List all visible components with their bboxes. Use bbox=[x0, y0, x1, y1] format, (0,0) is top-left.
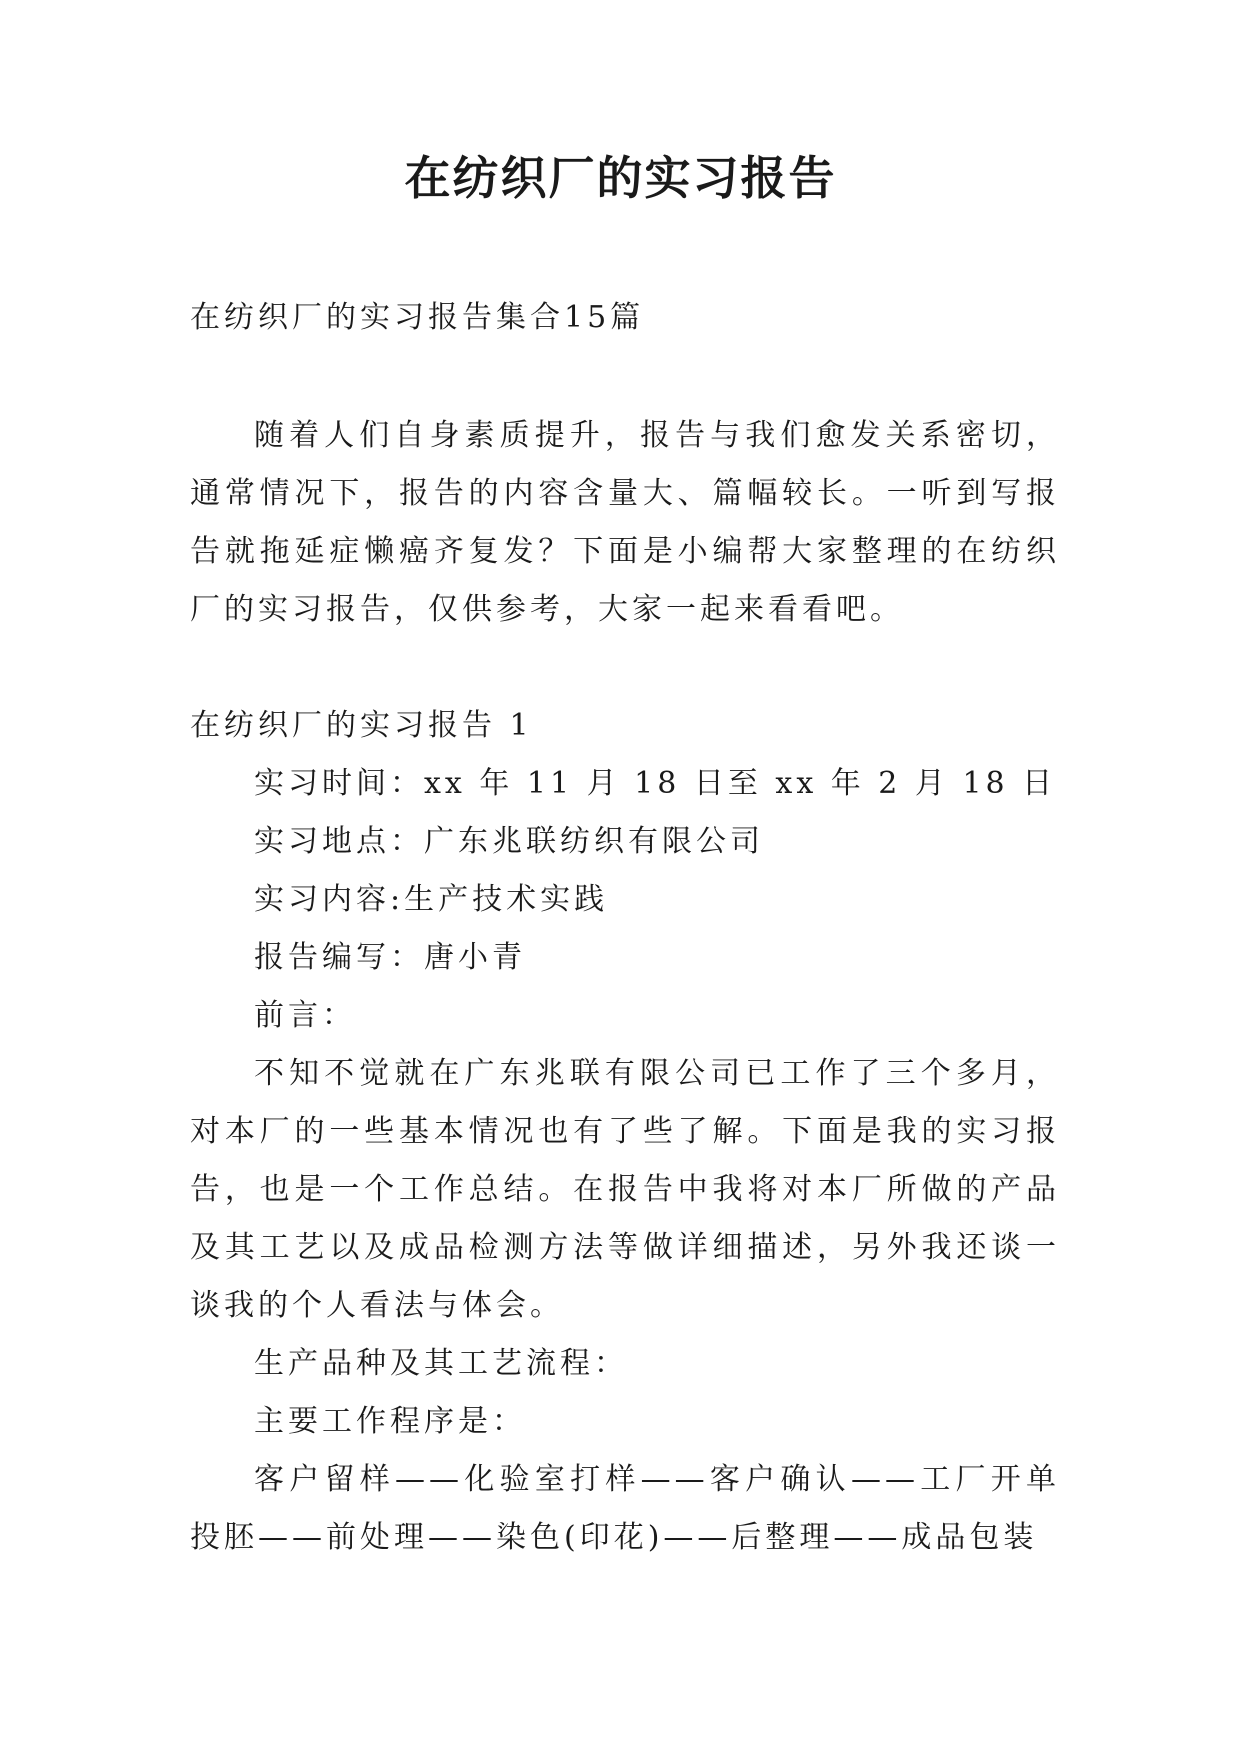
preface-label: 前言： bbox=[254, 998, 356, 1033]
document-body bbox=[190, 289, 1060, 1567]
field-report-author: 报告编写：唐小青 bbox=[254, 940, 526, 975]
preface-paragraph: 不知不觉就在广东兆联有限公司已工作了三个多月，对本厂的一些基本情况也有了些了解。下面是我的实习报告，也是一个工作总结。在报告中我将对本厂所做的产品及其工艺以及成品检测方法等做详细描述，另外我还谈一谈我的个人看法与体会。 bbox=[190, 1056, 1060, 1323]
field-internship-content: 实习内容:生产技术实践 bbox=[254, 882, 609, 917]
document-subtitle: 在纺织厂的实习报告集合15篇 bbox=[190, 300, 645, 335]
procedures-heading: 主要工作程序是： bbox=[254, 1404, 526, 1439]
document-title: 在纺织厂的实习报告 bbox=[404, 151, 837, 205]
procedures-paragraph: 客户留样——化验室打样——客户确认——工厂开单投胚——前处理——染色(印花)——后整理——成品包装 bbox=[190, 1462, 1060, 1555]
section-heading: 在纺织厂的实习报告 1 bbox=[190, 708, 533, 743]
field-internship-time: 实习时间：xx 年 11 月 18 日至 xx 年 2 月 18 日 bbox=[254, 766, 1057, 801]
intro-paragraph: 随着人们自身素质提升，报告与我们愈发关系密切，通常情况下，报告的内容含量大、篇幅较长。一听到写报告就拖延症懒癌齐复发？下面是小编帮大家整理的在纺织厂的实习报告，仅供参考，大家一起来看看吧。 bbox=[190, 418, 1060, 627]
products-heading: 生产品种及其工艺流程： bbox=[254, 1346, 628, 1381]
field-internship-place: 实习地点：广东兆联纺织有限公司 bbox=[254, 824, 764, 859]
